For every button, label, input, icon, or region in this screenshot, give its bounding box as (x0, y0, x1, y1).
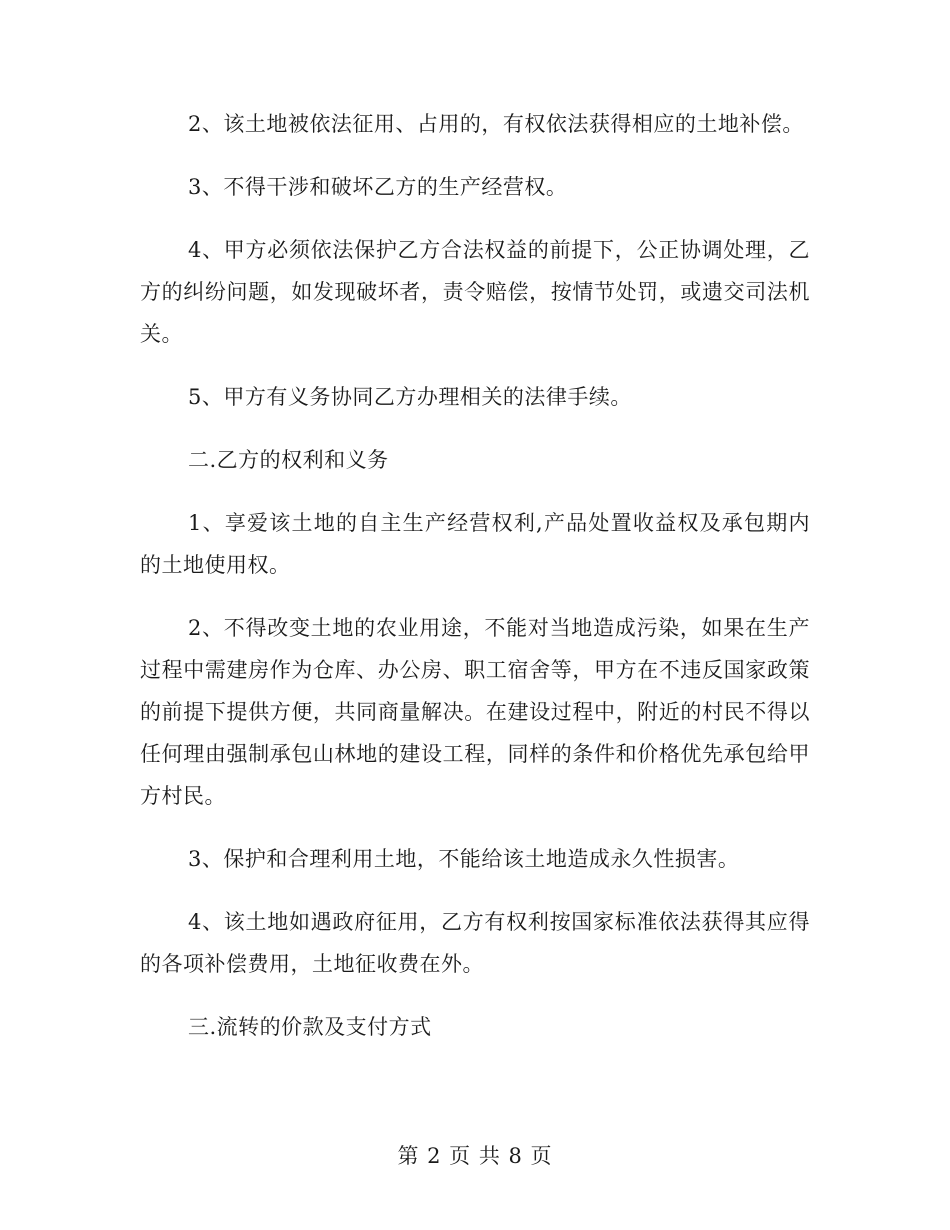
clause-paragraph: 2、不得改变土地的农业用途，不能对当地造成污染，如果在生产过程中需建房作为仓库、办公房、职工宿舍等，甲方在不违反国家政策的前提下提供方便，共同商量解决。在建设过程中，附近的村民不得以任何理由强制承包山林地的建设工程，同样的条件和价格优先承包给甲方村民。 (140, 616, 810, 808)
clause-paragraph: 2、该土地被依法征用、占用的，有权依法获得相应的土地补偿。 (188, 112, 804, 136)
clause-paragraph: 1、享爱该土地的自主生产经营权利,产品处置收益权及承包期内的土地使用权。 (140, 511, 810, 577)
clause-paragraph: 4、该土地如遇政府征用，乙方有权利按国家标准依法获得其应得的各项补偿费用，土地征收费在外。 (140, 910, 810, 976)
clause-paragraph: 3、保护和合理利用土地，不能给该土地造成永久性损害。 (188, 847, 740, 871)
document-body (140, 103, 810, 1048)
clause-paragraph: 3、不得干涉和破坏乙方的生产经营权。 (188, 175, 568, 199)
section-heading: 三.流转的价款及支付方式 (188, 1015, 432, 1039)
page-number-footer: 第 2 页 共 8 页 (397, 1144, 553, 1168)
clause-paragraph: 5、甲方有义务协同乙方办理相关的法律手续。 (188, 385, 632, 409)
section-heading: 二.乙方的权利和义务 (188, 448, 389, 472)
clause-paragraph: 4、甲方必须依法保护乙方合法权益的前提下，公正协调处理，乙方的纠纷问题，如发现破坏者，责令赔偿，按情节处罚，或遗交司法机关。 (140, 238, 810, 346)
